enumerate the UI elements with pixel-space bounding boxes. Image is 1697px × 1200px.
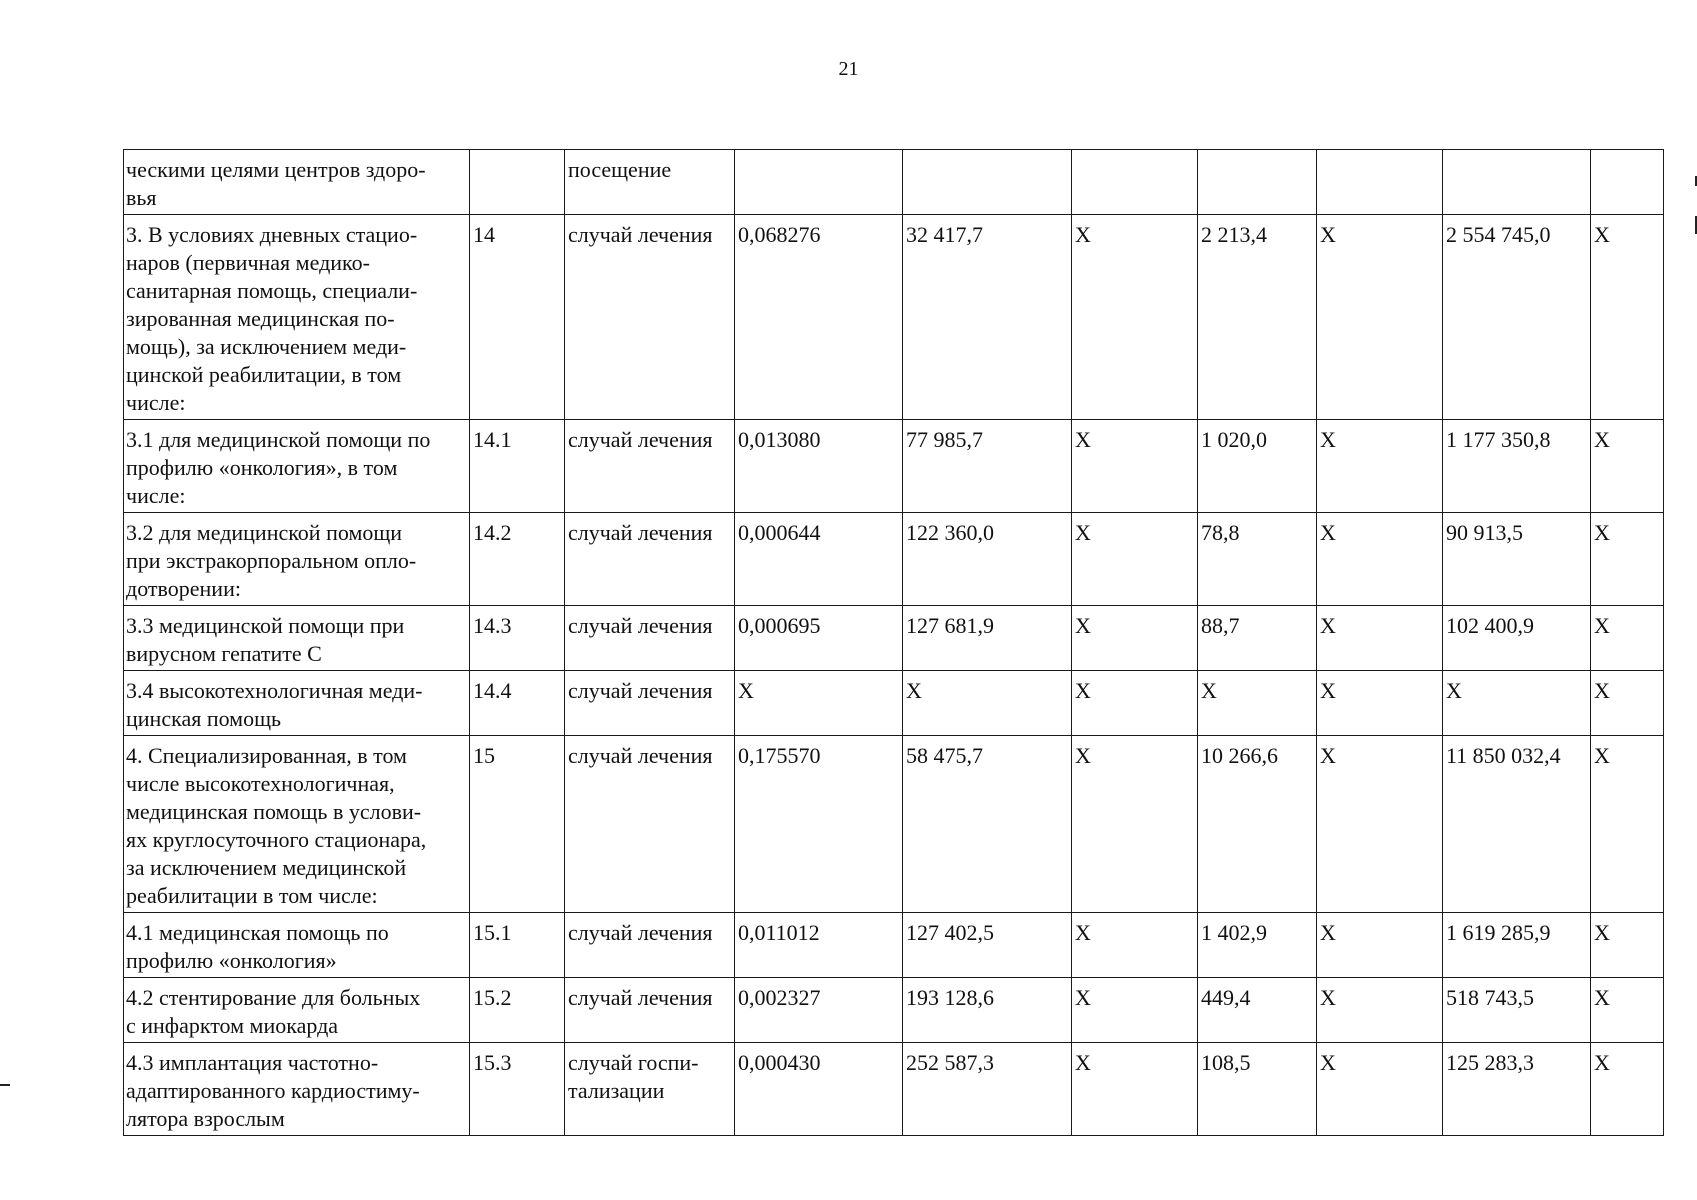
rate-cell	[735, 978, 903, 1043]
cell-text: Х	[1075, 1050, 1091, 1075]
col10-cell	[1591, 150, 1664, 215]
table-row	[124, 606, 1664, 671]
col10-cell	[1591, 1043, 1664, 1136]
row-name-cell	[124, 215, 470, 420]
col6-cell	[1072, 150, 1198, 215]
cell-text: случай лечения	[568, 520, 713, 545]
cell-text: 125 283,3	[1446, 1050, 1534, 1075]
col7-cell	[1198, 513, 1317, 606]
cell-text: случай лечения	[568, 985, 713, 1010]
rate-cell	[735, 736, 903, 913]
rate-cell	[735, 913, 903, 978]
cell-text: 449,4	[1201, 985, 1251, 1010]
col10-cell	[1591, 215, 1664, 420]
col8-cell	[1317, 513, 1443, 606]
cell-text: 1 402,9	[1201, 920, 1267, 945]
cost-cell	[903, 420, 1072, 513]
col9-cell	[1443, 978, 1591, 1043]
cell-text: 1 020,0	[1201, 427, 1267, 452]
row-code-cell	[470, 215, 565, 420]
rate-cell	[735, 1043, 903, 1136]
col6-cell	[1072, 215, 1198, 420]
row-name-cell	[124, 1043, 470, 1136]
cell-text: случай лечения	[568, 743, 713, 768]
cell-text: Х	[1320, 222, 1336, 247]
cell-text: Х	[1320, 678, 1336, 703]
cell-text: 14.2	[473, 520, 512, 545]
rate-cell	[735, 513, 903, 606]
row-name-cell	[124, 913, 470, 978]
col7-cell	[1198, 150, 1317, 215]
col10-cell	[1591, 978, 1664, 1043]
cost-cell	[903, 1043, 1072, 1136]
cell-text: 0,000644	[738, 520, 821, 545]
cell-text: 15.2	[473, 985, 512, 1010]
row-code-cell	[470, 978, 565, 1043]
cell-text: 252 587,3	[906, 1050, 994, 1075]
table-row	[124, 215, 1664, 420]
row-code-cell	[470, 1043, 565, 1136]
rate-cell	[735, 671, 903, 736]
cell-text: Х	[1594, 520, 1610, 545]
cell-text: 4. Специализированная, в том числе высокотехнологичная, медицинская помощь в услови- ях круглосуточного стационара, за исключением медицинской реабилитации в том числе:	[126, 743, 427, 908]
unit-cell	[565, 513, 735, 606]
cell-text: 88,7	[1201, 613, 1240, 638]
col7-cell	[1198, 606, 1317, 671]
row-code-cell	[470, 150, 565, 215]
col10-cell	[1591, 420, 1664, 513]
cell-text: Х	[1594, 985, 1610, 1010]
cell-text: 32 417,7	[906, 222, 983, 247]
cell-text: Х	[1594, 427, 1610, 452]
cell-text: Х	[906, 678, 922, 703]
row-name-cell	[124, 606, 470, 671]
row-name-cell	[124, 978, 470, 1043]
cell-text: 1 619 285,9	[1446, 920, 1551, 945]
col7-cell	[1198, 736, 1317, 913]
cell-text: случай госпи- тализации	[568, 1050, 699, 1103]
cost-cell	[903, 978, 1072, 1043]
cell-text: Х	[1075, 427, 1091, 452]
cell-text: случай лечения	[568, 427, 713, 452]
rate-cell	[735, 606, 903, 671]
col8-cell	[1317, 978, 1443, 1043]
cost-cell	[903, 513, 1072, 606]
cell-text: 4.2 стентирование для больных с инфарктом миокарда	[126, 985, 421, 1038]
row-code-cell	[470, 671, 565, 736]
unit-cell	[565, 978, 735, 1043]
col8-cell	[1317, 420, 1443, 513]
cell-text: Х	[1446, 678, 1462, 703]
data-table	[123, 149, 1664, 1136]
cell-text: 4.1 медицинская помощь по профилю «онкология»	[126, 920, 389, 973]
cell-text: 90 913,5	[1446, 520, 1523, 545]
table-body	[124, 150, 1664, 1136]
col9-cell	[1443, 420, 1591, 513]
cell-text: Х	[1594, 920, 1610, 945]
cell-text: Х	[1075, 743, 1091, 768]
unit-cell	[565, 671, 735, 736]
table-row	[124, 150, 1664, 215]
cell-text: 0,002327	[738, 985, 821, 1010]
col7-cell	[1198, 215, 1317, 420]
col10-cell	[1591, 736, 1664, 913]
cost-cell	[903, 671, 1072, 736]
rate-cell	[735, 150, 903, 215]
cell-text: Х	[1075, 985, 1091, 1010]
col8-cell	[1317, 606, 1443, 671]
cell-text: посещение	[568, 157, 672, 182]
cell-text: 127 681,9	[906, 613, 994, 638]
col9-cell	[1443, 671, 1591, 736]
table-row	[124, 913, 1664, 978]
cost-cell	[903, 215, 1072, 420]
col6-cell	[1072, 913, 1198, 978]
table-row	[124, 513, 1664, 606]
col9-cell	[1443, 736, 1591, 913]
cell-text: Х	[1075, 520, 1091, 545]
col8-cell	[1317, 215, 1443, 420]
col9-cell	[1443, 606, 1591, 671]
cell-text: Х	[1320, 613, 1336, 638]
col9-cell	[1443, 913, 1591, 978]
cell-text: 2 213,4	[1201, 222, 1267, 247]
cell-text: 15.1	[473, 920, 512, 945]
rate-cell	[735, 420, 903, 513]
col9-cell	[1443, 215, 1591, 420]
cell-text: Х	[1075, 678, 1091, 703]
cell-text: 102 400,9	[1446, 613, 1534, 638]
table-row	[124, 978, 1664, 1043]
cell-text: Х	[1320, 427, 1336, 452]
cell-text: Х	[1594, 678, 1610, 703]
table-row	[124, 671, 1664, 736]
col6-cell	[1072, 420, 1198, 513]
col10-cell	[1591, 913, 1664, 978]
cell-text: 14.3	[473, 613, 512, 638]
col6-cell	[1072, 513, 1198, 606]
col9-cell	[1443, 513, 1591, 606]
col7-cell	[1198, 671, 1317, 736]
cell-text: 0,011012	[738, 920, 820, 945]
cell-text: 2 554 745,0	[1446, 222, 1551, 247]
cell-text: Х	[1075, 920, 1091, 945]
cell-text: Х	[1320, 1050, 1336, 1075]
cell-text: Х	[1320, 520, 1336, 545]
cell-text: 3. В условиях дневных стацио- наров (первичная медико- санитарная помощь, специали- зированная медицинская по- мощь), за исключением меди- цинской реабилитации, в том числе:	[126, 222, 418, 415]
unit-cell	[565, 215, 735, 420]
cell-text: случай лечения	[568, 222, 713, 247]
row-code-cell	[470, 420, 565, 513]
table-row	[124, 420, 1664, 513]
col7-cell	[1198, 913, 1317, 978]
cell-text: 10 266,6	[1201, 743, 1278, 768]
cell-text: 14	[473, 222, 495, 247]
row-code-cell	[470, 513, 565, 606]
cell-text: 518 743,5	[1446, 985, 1534, 1010]
cell-text: Х	[1201, 678, 1217, 703]
col8-cell	[1317, 736, 1443, 913]
cell-text: 0,013080	[738, 427, 821, 452]
row-name-cell	[124, 513, 470, 606]
cell-text: 3.3 медицинской помощи при вирусном гепатите С	[126, 613, 405, 666]
cell-text: 108,5	[1201, 1050, 1251, 1075]
cell-text: 1 177 350,8	[1446, 427, 1551, 452]
cell-text: 0,000430	[738, 1050, 821, 1075]
unit-cell	[565, 736, 735, 913]
col6-cell	[1072, 606, 1198, 671]
cell-text: случай лечения	[568, 613, 713, 638]
cell-text: ческими целями центров здоро- вья	[126, 157, 426, 210]
col6-cell	[1072, 671, 1198, 736]
rate-cell	[735, 215, 903, 420]
col6-cell	[1072, 978, 1198, 1043]
cell-text: 0,175570	[738, 743, 821, 768]
unit-cell	[565, 913, 735, 978]
cell-text: 15.3	[473, 1050, 512, 1075]
col8-cell	[1317, 913, 1443, 978]
col7-cell	[1198, 1043, 1317, 1136]
col8-cell	[1317, 1043, 1443, 1136]
col10-cell	[1591, 513, 1664, 606]
cell-text: Х	[1320, 985, 1336, 1010]
cell-text: 0,068276	[738, 222, 821, 247]
cost-cell	[903, 150, 1072, 215]
cell-text: Х	[1320, 743, 1336, 768]
col9-cell	[1443, 1043, 1591, 1136]
row-code-cell	[470, 606, 565, 671]
cell-text: 122 360,0	[906, 520, 994, 545]
cell-text: Х	[1075, 222, 1091, 247]
cell-text: 58 475,7	[906, 743, 983, 768]
col7-cell	[1198, 978, 1317, 1043]
unit-cell	[565, 606, 735, 671]
cell-text: 4.3 имплантация частотно- адаптированного кардиостиму- лятора взрослым	[126, 1050, 420, 1131]
cell-text: 11 850 032,4	[1446, 743, 1561, 768]
unit-cell	[565, 150, 735, 215]
cost-cell	[903, 736, 1072, 913]
scan-edge-mark	[0, 1084, 10, 1086]
cell-text: 3.1 для медицинской помощи по профилю «онкология», в том числе:	[126, 427, 431, 508]
row-code-cell	[470, 736, 565, 913]
unit-cell	[565, 1043, 735, 1136]
cell-text: 127 402,5	[906, 920, 994, 945]
col10-cell	[1591, 606, 1664, 671]
cell-text: 3.2 для медицинской помощи при экстракорпоральном опло- дотворении:	[126, 520, 417, 601]
col10-cell	[1591, 671, 1664, 736]
cell-text: 15	[473, 743, 495, 768]
row-name-cell	[124, 671, 470, 736]
table-row	[124, 736, 1664, 913]
row-name-cell	[124, 420, 470, 513]
row-name-cell	[124, 150, 470, 215]
cell-text: 0,000695	[738, 613, 821, 638]
col6-cell	[1072, 736, 1198, 913]
col8-cell	[1317, 150, 1443, 215]
cost-cell	[903, 913, 1072, 978]
cell-text: 193 128,6	[906, 985, 994, 1010]
cell-text: 78,8	[1201, 520, 1240, 545]
table-row	[124, 1043, 1664, 1136]
cell-text: Х	[1594, 613, 1610, 638]
cell-text: 77 985,7	[906, 427, 983, 452]
cell-text: Х	[1594, 222, 1610, 247]
cell-text: случай лечения	[568, 920, 713, 945]
col6-cell	[1072, 1043, 1198, 1136]
row-code-cell	[470, 913, 565, 978]
cell-text: Х	[1075, 613, 1091, 638]
cell-text: 3.4 высокотехнологичная меди- цинская помощь	[126, 678, 423, 731]
cell-text: 14.1	[473, 427, 512, 452]
col9-cell	[1443, 150, 1591, 215]
cell-text: случай лечения	[568, 678, 713, 703]
cell-text: Х	[1320, 920, 1336, 945]
cell-text: 14.4	[473, 678, 512, 703]
cell-text: Х	[738, 678, 754, 703]
page-number: 21	[838, 58, 859, 80]
unit-cell	[565, 420, 735, 513]
col8-cell	[1317, 671, 1443, 736]
cost-cell	[903, 606, 1072, 671]
cell-text: Х	[1594, 1050, 1610, 1075]
row-name-cell	[124, 736, 470, 913]
cell-text: Х	[1594, 743, 1610, 768]
col7-cell	[1198, 420, 1317, 513]
